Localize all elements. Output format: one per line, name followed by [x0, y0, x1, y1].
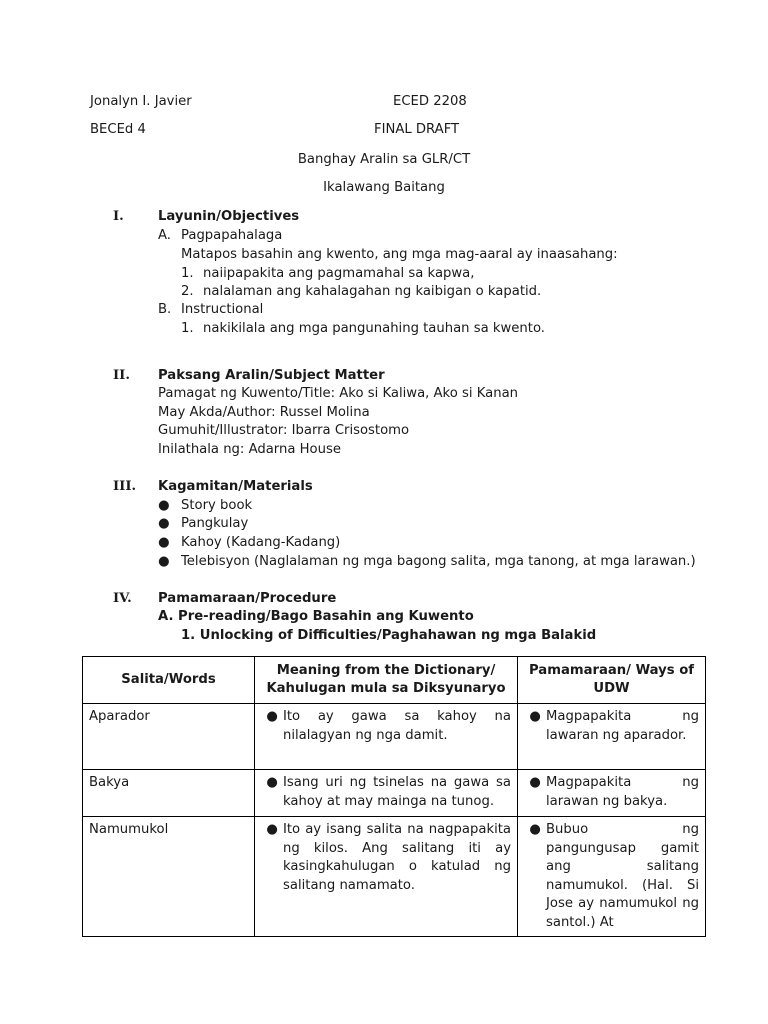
material-item: Kahoy (Kadang-Kadang): [181, 535, 341, 550]
objective-b-item-1-num: 1.: [181, 321, 194, 336]
word-cell: Aparador: [83, 704, 255, 770]
column-header-ways: Pamamaraan/ Ways of UDW: [518, 657, 706, 704]
subject-title-line: Pamagat ng Kuwento/Title: Ako si Kaliwa, Ako si Kanan: [158, 386, 519, 401]
column-header-meaning: Meaning from the Dictionary/ Kahulugan mula sa Diksyunaryo: [255, 657, 518, 704]
section-2-number: II.: [113, 368, 130, 383]
meaning-cell: [255, 817, 518, 937]
column-header-words: Salita/Words: [83, 657, 255, 704]
section-1-number: I.: [113, 209, 124, 224]
author-name: Jonalyn I. Javier: [90, 94, 192, 109]
objective-a-intro: Matapos basahin ang kwento, ang mga mag-aaral ay inaasahang:: [181, 247, 618, 262]
section-4-number: IV.: [113, 591, 132, 606]
objective-a-label: A.: [158, 228, 171, 243]
bullet-icon: ●: [266, 709, 278, 724]
meaning-text: Ito ay isang salita na nagpapakita ng kilos. Ang salitang iti ay kasingkahulugan o katulad ng salitang namamato.: [283, 822, 511, 893]
bullet-icon: ●: [266, 822, 278, 837]
section-1-title: Layunin/Objectives: [158, 209, 300, 224]
section-2-title: Paksang Aralin/Subject Matter: [158, 368, 385, 383]
section-name: BECEd 4: [90, 122, 146, 137]
objective-a-title: Pagpapahalaga: [181, 228, 283, 243]
bullet-icon: ●: [529, 709, 541, 724]
bullet-icon: ●: [158, 498, 170, 513]
objective-a-item-2: nalalaman ang kahalagahan ng kaibigan o kapatid.: [203, 284, 542, 299]
bullet-icon: ●: [266, 775, 278, 790]
material-item: Story book: [181, 498, 253, 513]
meaning-cell: [255, 704, 518, 770]
grade-level: Ikalawang Baitang: [323, 180, 445, 195]
way-cell: [518, 770, 706, 817]
procedure-subheading-a1: 1. Unlocking of Difficulties/Paghahawan ng mga Balakid: [181, 628, 597, 643]
way-text: Magpapakita ng larawan ng bakya.: [546, 775, 699, 809]
table-row: [83, 817, 706, 937]
objective-a-item-2-num: 2.: [181, 284, 194, 299]
table-row: [83, 704, 706, 770]
bullet-icon: ●: [158, 535, 170, 550]
bullet-icon: ●: [158, 554, 170, 569]
way-text: Magpapakita ng lawaran ng aparador.: [546, 709, 699, 743]
table-header-row: [83, 657, 706, 704]
vocabulary-table: [82, 656, 706, 937]
bullet-icon: ●: [158, 516, 170, 531]
word-cell: Bakya: [83, 770, 255, 817]
material-item: Telebisyon (Naglalaman ng mga bagong salita, mga tanong, at mga larawan.): [181, 554, 696, 569]
word-cell: Namumukol: [83, 817, 255, 937]
bullet-icon: ●: [529, 775, 541, 790]
subject-publisher-line: Inilathala ng: Adarna House: [158, 442, 341, 457]
material-item: Pangkulay: [181, 516, 249, 531]
meaning-text: Isang uri ng tsinelas na gawa sa kahoy at may mainga na tunog.: [283, 775, 511, 809]
draft-label: FINAL DRAFT: [374, 122, 460, 137]
table-row: [83, 770, 706, 817]
subject-author-line: May Akda/Author: Russel Molina: [158, 405, 370, 420]
objective-b-item-1: nakikilala ang mga pangunahing tauhan sa kwento.: [203, 321, 545, 336]
procedure-subheading-a: A. Pre-reading/Bago Basahin ang Kuwento: [158, 609, 474, 624]
way-cell: [518, 704, 706, 770]
meaning-cell: [255, 770, 518, 817]
meaning-text: Ito ay gawa sa kahoy na nilalagyan ng nga damit.: [283, 709, 511, 743]
way-cell: [518, 817, 706, 937]
way-text: Bubuo ng pangungusap gamit ang salitang namumukol. (Hal. Si Jose ay namumukol ng santol.) At: [546, 822, 699, 930]
objective-b-label: B.: [158, 302, 172, 317]
section-4-title: Pamamaraan/Procedure: [158, 591, 337, 606]
section-3-number: III.: [113, 479, 137, 494]
document-title: Banghay Aralin sa GLR/CT: [297, 152, 471, 167]
objective-b-title: Instructional: [181, 302, 264, 317]
objective-a-item-1-num: 1.: [181, 266, 194, 281]
section-3-title: Kagamitan/Materials: [158, 479, 313, 494]
bullet-icon: ●: [529, 822, 541, 837]
course-code: ECED 2208: [393, 94, 467, 109]
objective-a-item-1: naiipapakita ang pagmamahal sa kapwa,: [203, 266, 475, 281]
subject-illustrator-line: Gumuhit/Illustrator: Ibarra Crisostomo: [158, 423, 410, 438]
